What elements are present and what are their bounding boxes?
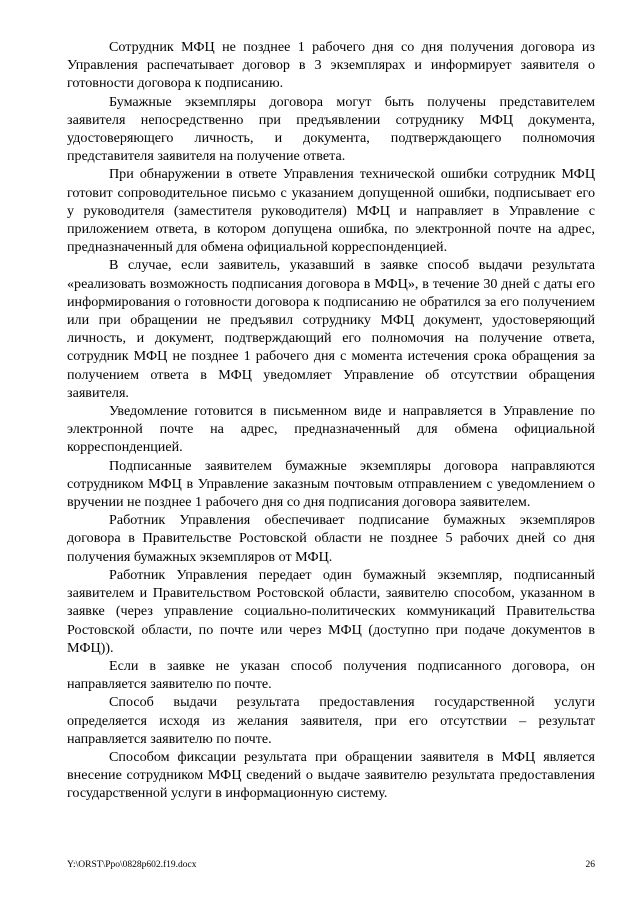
paragraph-mfc-printing: Сотрудник МФЦ не позднее 1 рабочего дня со дня получения договора из Управления распечатывает договор в 3 экземплярах и информирует заявителя о готовности договора к подписанию. bbox=[67, 39, 595, 92]
paragraph-result-recording: Способом фиксации результата при обращении заявителя в МФЦ является внесение сотрудником МФЦ сведений о выдаче заявителю результата предоставления государственной услуги в информационную систему. bbox=[67, 748, 595, 802]
paragraph-technical-error: При обнаружении в ответе Управления технической ошибки сотрудник МФЦ готовит сопроводительное письмо с указанием допущенной ошибки, подписывает его у руководителя (заместителя руководителя) МФЦ и направляет в Управление с приложением ответа, в котором допущена ошибка, по электронной почте на адрес, предназначенный для обмена официальной корреспонденцией. bbox=[67, 166, 595, 256]
paragraph-representative-receipt: Бумажные экземпляры договора могут быть получены представителем заявителя непосредственно при предъявлении сотруднику МФЦ документа, удостоверяющего личность, и документа, подтверждающего полномочия представителя заявителя на получение ответа. bbox=[67, 93, 595, 165]
paragraph-copy-transfer: Работник Управления передает один бумажный экземпляр, подписанный заявителем и Правительством Ростовской области, заявителю способом, указанном в заявке (через управление социально-политических коммуникаций Правительства Ростовской области, по почте или через МФЦ (доступно при подаче документов в МФЦ)). bbox=[67, 566, 595, 656]
paragraph-default-mail: Если в заявке не указан способ получения подписанного договора, он направляется заявителю по почте. bbox=[67, 657, 595, 693]
paragraph-delivery-method: Способ выдачи результата предоставления государственной услуги определяется исходя из желания заявителя, при его отсутствии – результат направляется заявителю по почте. bbox=[67, 694, 595, 747]
paragraph-notification: Уведомление готовится в письменном виде и направляется в Управление по электронной почте на адрес, предназначенный для обмена официальной корреспонденцией. bbox=[67, 403, 595, 456]
paragraph-government-signing: Работник Управления обеспечивает подписание бумажных экземпляров договора в Правительстве Ростовской области не позднее 5 рабочих дней со дня получения бумажных экземпляров от МФЦ. bbox=[67, 512, 595, 565]
page-number: 26 bbox=[585, 860, 595, 870]
footer-file-path: Y:\ORST\Ppo\0828p602.f19.docx bbox=[67, 860, 197, 870]
paragraph-non-appearance: В случае, если заявитель, указавший в заявке способ выдачи результата «реализовать возможность подписания договора в МФЦ», в течение 30 дней с даты его информирования о готовности договора к подписанию не обратился за его получением или при обращении не предъявил сотруднику МФЦ документ, удостоверяющий личность, и документ, подтверждающий его полномочия на получение ответа, сотрудник МФЦ не позднее 1 рабочего дня с момента истечения срока обращения за получением ответа в МФЦ уведомляет Управление об отсутствии обращения заявителя. bbox=[67, 257, 595, 401]
paragraph-signed-copies: Подписанные заявителем бумажные экземпляры договора направляются сотрудником МФЦ в Управление заказным почтовым отправлением с уведомлением о вручении не позднее 1 рабочего дня со дня подписания договора заявителем. bbox=[67, 457, 595, 511]
document-body bbox=[67, 38, 595, 803]
page-footer bbox=[67, 858, 595, 872]
